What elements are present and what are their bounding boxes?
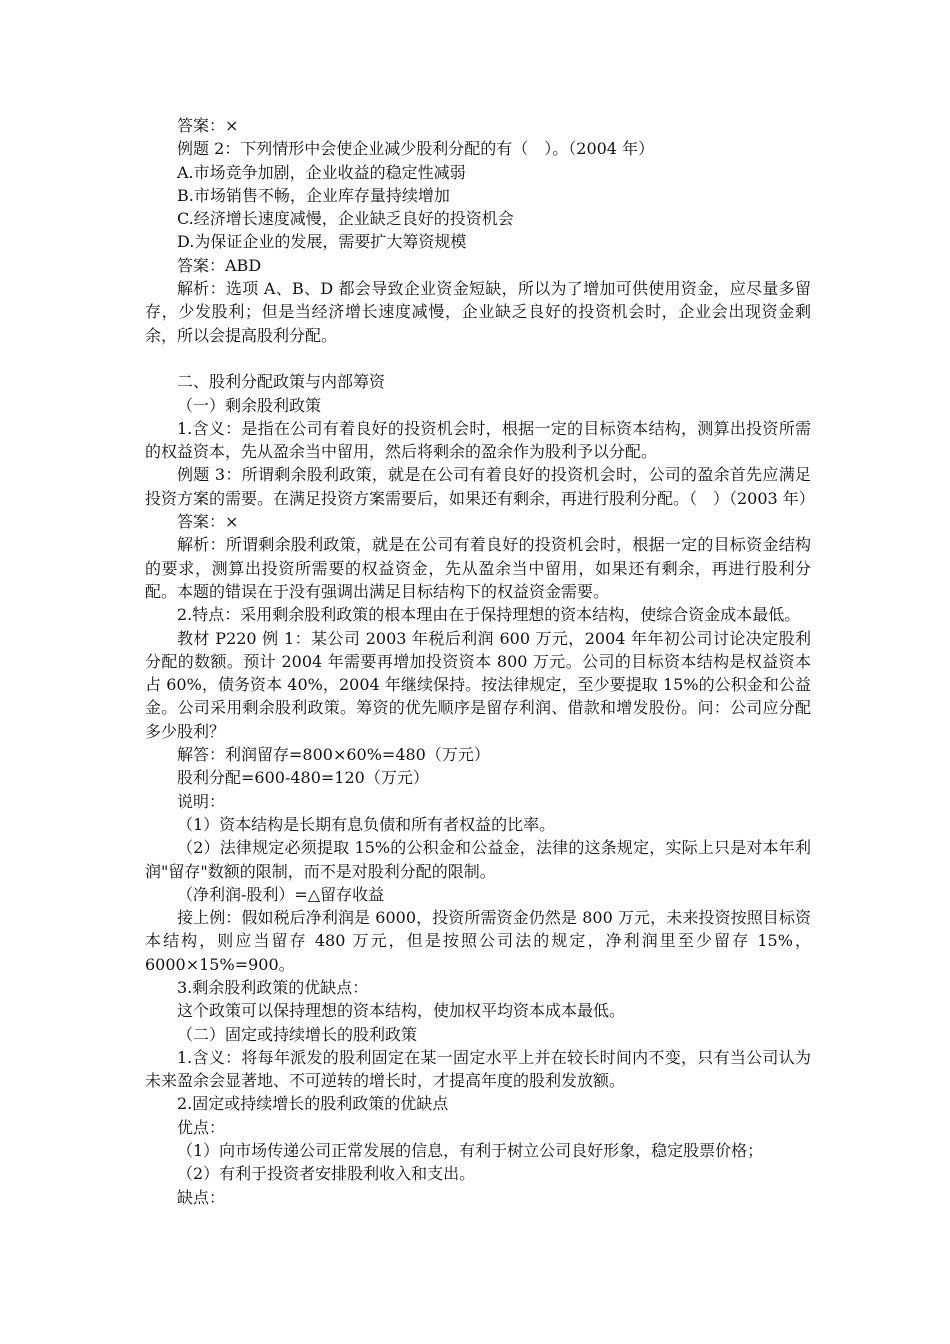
pros-cons-text: 这个政策可以保持理想的资本结构，使加权平均资本成本最低。: [177, 1001, 626, 1021]
solution-line: 股利分配=600-480=120（万元）: [177, 768, 429, 788]
blank-line: [145, 347, 811, 370]
example-question: 例题 3：所谓剩余股利政策，就是在公司有着良好的投资机会时，公司的盈余首先应满足投资方案的需要。在满足投资方案需要后，如果还有剩余，再进行股利分配。（ ）（2003 年）: [145, 465, 815, 508]
continued-example: 接上例：假如税后净利润是 6000，投资所需资金仍然是 800 万元，未来投资按照目标资本结构，则应当留存 480 万元，但是按照公司法的规定，净利润里至少留存 15%，6000×15%=900。: [145, 908, 811, 974]
document-body: [145, 114, 815, 1209]
note-item: （2）法律规定必须提取 15%的公积金和公益金，法律的这条规定，实际上只是对本年利润"留存"数额的限制，而不是对股利分配的限制。: [145, 838, 811, 881]
subsection-heading: （一）剩余股利政策: [177, 395, 322, 415]
option-c: C.经济增长速度减慢，企业缺乏良好的投资机会: [177, 209, 514, 229]
note-heading: 说明：: [177, 791, 226, 811]
option-a: A.市场竞争加剧，企业收益的稳定性减弱: [177, 162, 466, 182]
disadvantages-heading: 缺点：: [177, 1187, 226, 1207]
formula-line: （净利润-股利）=△留存收益: [177, 884, 385, 904]
advantage-item: （2）有利于投资者安排股利收入和支出。: [177, 1164, 476, 1184]
feature-paragraph: 2.特点：采用剩余股利政策的根本理由在于保持理想的资本结构，使综合资金成本最低。: [177, 605, 801, 625]
subsection-heading: （二）固定或持续增长的股利政策: [177, 1024, 418, 1044]
analysis-paragraph: 解析：所谓剩余股利政策，就是在公司有着良好的投资机会时，根据一定的目标资金结构的要求，测算出投资所需要的权益资金，先从盈余当中留用，如果还有剩余，再进行股利分配。本题的错误在于没有强调出满足目标结构下的权益资金需要。: [145, 535, 811, 601]
answer-line: 答案：×: [177, 512, 239, 532]
pros-cons-heading: 3.剩余股利政策的优缺点：: [177, 977, 369, 997]
definition-paragraph: 1.含义：是指在公司有着良好的投资机会时，根据一定的目标资本结构，测算出投资所需的权益资本，先从盈余当中留用，然后将剩余的盈余作为股利予以分配。: [145, 418, 811, 462]
option-d: D.为保证企业的发展，需要扩大筹资规模: [177, 232, 467, 252]
pros-cons-heading: 2.固定或持续增长的股利政策的优缺点: [177, 1094, 449, 1114]
advantages-heading: 优点：: [177, 1117, 226, 1137]
definition-paragraph: 1.含义：将每年派发的股利固定在某一固定水平上并在较长时间内不变，只有当公司认为未来盈余会显著地、不可逆转的增长时，才提高年度的股利发放额。: [145, 1047, 811, 1091]
answer-line: 答案：×: [177, 116, 239, 135]
textbook-example: 教材 P220 例 1：某公司 2003 年税后利润 600 万元，2004 年年初公司讨论决定股利分配的数额。预计 2004 年需要再增加投资资本 800 万元。公司的目标资本结构是权益资本占 60%，债务资本 40%，2004 年继续保持。按法律规定，至少要提取 15%的公积金和公益金。公司采用剩余股利政策。筹资的优先顺序是留存利润、借款和增发股份。问：公司应分配多少股利？: [145, 628, 811, 741]
advantage-item: （1）向市场传递公司正常发展的信息，有利于树立公司良好形象，稳定股票价格；: [177, 1141, 764, 1161]
section-heading: 二、股利分配政策与内部筹资: [177, 372, 386, 392]
option-b: B.市场销售不畅，企业库存量持续增加: [177, 185, 450, 205]
example-question: 例题 2：下列情形中会使企业减少股利分配的有（ ）。（2004 年）: [177, 139, 655, 159]
answer-line: 答案：ABD: [177, 255, 262, 275]
analysis-paragraph: 解析：选项 A、B、D 都会导致企业资金短缺，所以为了增加可供使用资金，应尽量多留存，少发股利；但是当经济增长速度减慢，企业缺乏良好的投资机会时，企业会出现资金剩余，所以会提高股利分配。: [145, 279, 811, 345]
note-item: （1）资本结构是长期有息负债和所有者权益的比率。: [177, 814, 556, 834]
solution-line: 解答：利润留存=800×60%=480（万元）: [177, 745, 490, 765]
